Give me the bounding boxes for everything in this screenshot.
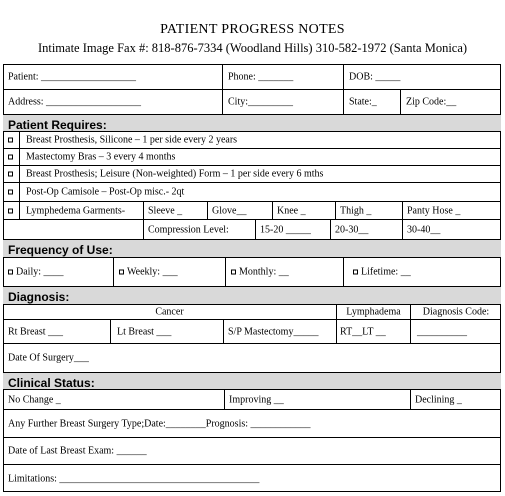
section-patient-requires [3, 115, 501, 132]
frequency-row [3, 258, 501, 287]
checkbox-icon[interactable] [231, 270, 236, 275]
fax-line: Intimate Image Fax #: 818-876-7334 (Woodland Hills) 310-582-1972 (Santa Monica) [37, 41, 468, 55]
date-of-surgery-row[interactable] [3, 344, 501, 373]
limitations-row[interactable] [3, 465, 501, 492]
date-of-surgery-label: Date Of Surgery___ [8, 352, 89, 364]
compression-15-20[interactable] [255, 220, 330, 239]
rt-breast-field[interactable] [3, 320, 110, 343]
requires-item [19, 183, 501, 201]
diagnosis-code-blank: __________ [417, 326, 467, 337]
checkbox-icon[interactable] [8, 208, 13, 213]
knee-label: Knee _ [277, 205, 306, 216]
sleeve-field[interactable] [143, 202, 207, 219]
compression-20-30-label: 20-30__ [335, 224, 369, 235]
diagnosis-code-header [410, 305, 501, 319]
zip-label: Zip Code:__ [406, 96, 457, 108]
patient-label: Patient: ___________________ [8, 71, 137, 82]
declining-field[interactable] [410, 390, 501, 409]
date-of-surgery-field[interactable] [3, 344, 501, 372]
lymphadema-header [336, 305, 410, 319]
thigh-field[interactable] [335, 202, 402, 219]
checkbox-icon[interactable] [8, 155, 13, 160]
rt-breast-label: Rt Breast ___ [8, 326, 63, 337]
checkbox-cell[interactable] [3, 183, 19, 201]
requires-item-label: Breast Prosthesis; Leisure (Non-weighted) Form – 1 per side every 6 mths [26, 168, 324, 180]
no-change-field[interactable] [3, 390, 224, 409]
section-frequency [3, 240, 501, 258]
lifetime-field[interactable] [343, 258, 501, 286]
form-title: PATIENT PROGRESS NOTES [160, 22, 345, 37]
patient-field[interactable] [3, 64, 222, 89]
last-exam-row[interactable] [3, 438, 501, 465]
diagnosis-header-row [3, 305, 501, 320]
knee-field[interactable] [272, 202, 335, 219]
requires-item-row [3, 149, 501, 166]
thigh-label: Thigh _ [340, 205, 372, 216]
form-header [0, 0, 505, 64]
checkbox-cell[interactable] [3, 166, 19, 182]
daily-field[interactable] [3, 258, 113, 286]
requires-item-row [3, 132, 501, 149]
further-surgery-row[interactable] [3, 410, 501, 438]
section-diagnosis [3, 287, 501, 305]
compression-20-30[interactable] [330, 220, 402, 239]
section-heading: Patient Requires: [8, 118, 107, 132]
improving-field[interactable] [224, 390, 410, 409]
further-surgery-field[interactable] [3, 410, 501, 437]
limitations-field[interactable] [3, 465, 501, 492]
checkbox-cell[interactable] [3, 149, 19, 165]
glove-field[interactable] [207, 202, 272, 219]
monthly-field[interactable] [225, 258, 343, 286]
city-field[interactable] [222, 90, 343, 114]
lymphedema-row [3, 202, 501, 220]
checkbox-icon[interactable] [353, 270, 358, 275]
rt-lt-label: RT__LT __ [340, 326, 386, 337]
address-field[interactable] [3, 90, 222, 114]
requires-item-label: Post-Op Camisole – Post-Op misc.- 2qt [26, 186, 185, 198]
requires-item-row [3, 166, 501, 183]
zip-field[interactable] [400, 90, 501, 114]
rt-lt-field[interactable] [336, 320, 410, 343]
city-label: City:_________ [228, 96, 294, 108]
lt-breast-field[interactable] [110, 320, 223, 343]
lt-breast-label: Lt Breast ___ [117, 326, 172, 337]
no-change-label: No Change _ [8, 394, 61, 405]
lifetime-label: Lifetime: __ [361, 266, 411, 278]
diagnosis-values-row [3, 320, 501, 344]
section-heading: Clinical Status: [8, 376, 95, 390]
compression-label: Compression Level: [148, 224, 229, 235]
state-field[interactable] [343, 90, 400, 114]
cancer-header [3, 305, 336, 319]
diagnosis-code-field[interactable] [410, 320, 501, 343]
checkbox-icon[interactable] [119, 270, 124, 275]
weekly-field[interactable] [113, 258, 225, 286]
weekly-label: Weekly: ___ [127, 266, 178, 278]
requires-item [19, 149, 501, 165]
sp-mastectomy-label: S/P Mastectomy_____ [228, 326, 319, 337]
requires-item-label: Mastectomy Bras – 3 every 4 months [26, 151, 176, 163]
checkbox-cell[interactable] [3, 202, 19, 219]
checkbox-icon[interactable] [8, 172, 13, 177]
panty-hose-label: Panty Hose _ [407, 205, 461, 216]
last-exam-field[interactable] [3, 438, 501, 464]
lymphedema-label-cell [19, 202, 143, 219]
improving-label: Improving __ [229, 394, 284, 405]
checkbox-icon[interactable] [8, 270, 13, 275]
further-surgery-label: Any Further Breast Surgery Type;Date:________Prognosis: ____________ [8, 418, 311, 429]
section-clinical-status [3, 373, 501, 390]
address-label: Address: ___________________ [8, 96, 142, 108]
compression-row [3, 220, 501, 240]
checkbox-cell[interactable] [3, 132, 19, 148]
lymphedema-label: Lymphedema Garments- [26, 205, 126, 216]
requires-item [19, 166, 501, 182]
requires-item-label: Breast Prosthesis, Silicone – 1 per side every 2 years [26, 134, 238, 146]
dob-field[interactable] [343, 64, 501, 89]
sleeve-label: Sleeve _ [148, 205, 183, 216]
requires-item [19, 132, 501, 148]
limitations-label: Limitations: ________________________________________ [8, 473, 260, 484]
state-label: State:_ [349, 96, 377, 108]
patient-row [3, 64, 501, 90]
compression-label-cell [143, 220, 255, 239]
checkbox-icon[interactable] [8, 138, 13, 143]
compression-15-20-label: 15-20 _____ [260, 224, 311, 235]
checkbox-icon[interactable] [8, 190, 13, 195]
section-heading: Frequency of Use: [8, 243, 113, 257]
glove-label: Glove__ [212, 205, 247, 216]
requires-item-row [3, 183, 501, 202]
phone-field[interactable] [222, 64, 343, 89]
last-exam-label: Date of Last Breast Exam: ______ [8, 445, 147, 457]
compression-30-40-label: 30-40__ [407, 224, 441, 235]
lymphadema-label: Lymphadema [346, 306, 401, 318]
cancer-label: Cancer [155, 306, 184, 318]
panty-hose-field[interactable] [402, 202, 501, 219]
phone-label: Phone: _______ [228, 71, 294, 82]
monthly-label: Monthly: __ [239, 266, 289, 278]
clinical-status-row [3, 390, 501, 410]
compression-30-40[interactable] [402, 220, 501, 239]
section-heading: Diagnosis: [8, 290, 70, 304]
dob-label: DOB: _____ [349, 71, 401, 82]
declining-label: Declining _ [415, 394, 462, 405]
diagnosis-code-label: Diagnosis Code: [422, 306, 490, 318]
daily-label: Daily: ____ [16, 266, 64, 278]
address-row [3, 90, 501, 115]
sp-mastectomy-field[interactable] [223, 320, 336, 343]
